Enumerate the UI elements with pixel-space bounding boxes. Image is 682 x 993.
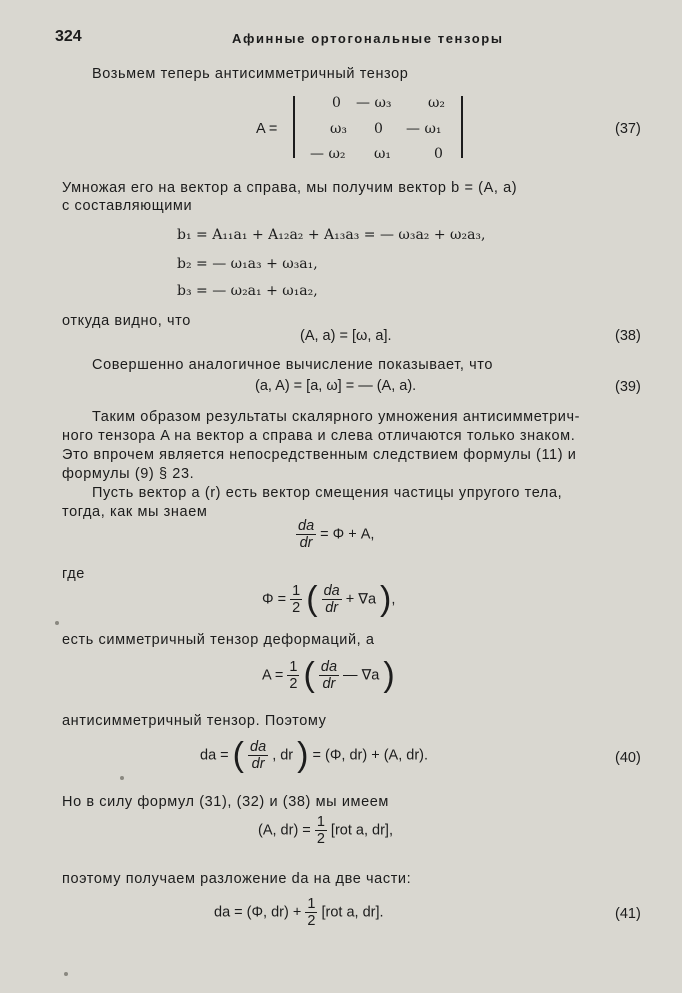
- matrix-cell: — ω₂: [310, 146, 346, 162]
- equation-39: (a, A) = [a, ω] = — (A, a).: [255, 378, 417, 394]
- matrix-cell: — ω₃: [356, 95, 392, 111]
- paper-speck: [120, 776, 124, 780]
- page-number: 324: [55, 28, 82, 45]
- component-b3: b₃ = — ω₂a₁ + ω₁a₂,: [177, 283, 318, 299]
- paragraph-5-line-1: Пусть вектор a (r) есть вектор смещения частицы упругого тела,: [92, 485, 563, 501]
- paragraph-7: антисимметричный тензор. Поэтому: [62, 713, 327, 729]
- matrix-cell: 0: [434, 146, 443, 162]
- paragraph-4-line-4: формулы (9) § 23.: [62, 466, 195, 482]
- matrix-cell: 0: [332, 95, 341, 111]
- running-title: Афинные ортогональные тензоры: [232, 31, 504, 46]
- matrix-cell: — ω₁: [406, 121, 442, 137]
- paragraph-9: поэтому получаем разложение da на две части:: [62, 871, 412, 887]
- equation-rot: (A, dr) = $\frac{1}{2}$ [rot a, dr],: [258, 814, 393, 847]
- paragraph-2-line-1: Умножая его на вектор a справа, мы получим вектор b = (A, a): [62, 180, 518, 196]
- matrix-cell: ω₃: [330, 121, 348, 137]
- equation-40: da = ( $\frac{da}{dr}$ , dr ) = (Φ, dr) + (A, dr).: [200, 736, 429, 774]
- paper-speck: [64, 972, 68, 976]
- paragraph-4-line-2: ного тензора A на вектор a справа и слева отличаются только знаком.: [62, 428, 576, 444]
- paper-speck: [55, 621, 59, 625]
- equation-number-38: (38): [615, 328, 641, 344]
- paragraph-6: есть симметричный тензор деформаций, а: [62, 632, 375, 648]
- paragraph-8: Но в силу формул (31), (32) и (38) мы имеем: [62, 794, 389, 810]
- matrix-right-bar: [461, 96, 463, 158]
- matrix-left-bar: [293, 96, 295, 158]
- component-b1: b₁ = A₁₁a₁ + A₁₂a₂ + A₁₃a₃ = — ω₃a₂ + ω₂a₃,: [177, 227, 486, 243]
- paragraph-5-line-2: тогда, как мы знаем: [62, 504, 208, 520]
- paragraph-4-line-3: Это впрочем является непосредственным следствием формулы (11) и: [62, 447, 577, 463]
- equation-phi: Φ = $\frac{1}{2}$ ( $\frac{da}{dr}$ + ∇a ),: [262, 580, 396, 618]
- equation-da-dr: $\frac{da}{dr}$ = Φ + A,: [298, 518, 375, 551]
- equation-38: (A, a) = [ω, a].: [300, 328, 392, 344]
- matrix-cell: ω₂: [428, 95, 446, 111]
- equation-number-39: (39): [615, 379, 641, 395]
- equation-number-40: (40): [615, 750, 641, 766]
- paragraph-4-line-1: Таким образом результаты скалярного умножения антисимметрич-: [92, 409, 581, 425]
- component-b2: b₂ = — ω₁a₃ + ω₃a₁,: [177, 256, 318, 272]
- equation-number-37: (37): [615, 121, 641, 137]
- matrix-cell: 0: [374, 121, 383, 137]
- equation-41: da = (Φ, dr) + $\frac{1}{2}$ [rot a, dr].: [214, 896, 384, 929]
- matrix-cell: ω₁: [374, 146, 392, 162]
- paragraph-1: Возьмем теперь антисимметричный тензор: [92, 66, 409, 82]
- where-label: где: [62, 566, 85, 582]
- eq38-lead: откуда видно, что: [62, 313, 191, 329]
- matrix-lhs: A =: [256, 121, 278, 137]
- equation-number-41: (41): [615, 906, 641, 922]
- paragraph-2-line-2: с составляющими: [62, 198, 193, 214]
- equation-a: A = $\frac{1}{2}$ ( $\frac{da}{dr}$ — ∇a ): [262, 656, 395, 694]
- paragraph-3: Совершенно аналогичное вычисление показывает, что: [92, 357, 494, 373]
